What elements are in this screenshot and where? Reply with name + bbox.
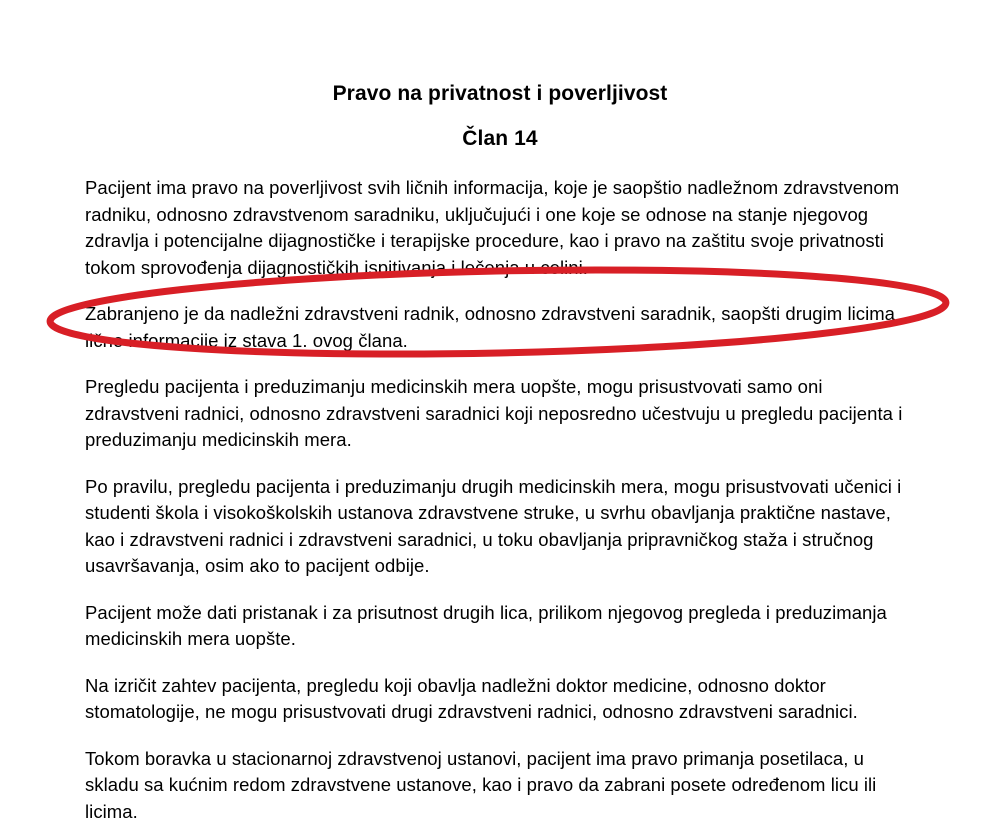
paragraph-5: Pacijent može dati pristanak i za prisutnost drugih lica, prilikom njegovog pregleda i preduzimanja medicinskih mera uopšte. xyxy=(85,600,915,653)
document-body xyxy=(85,175,915,825)
paragraph-4: Po pravilu, pregledu pacijenta i preduzimanju drugih medicinskih mera, mogu prisustvovati učenici i studenti škola i visokoškolskih ustanova zdravstvene struke, u svrhu obavljanja praktične nastave, kao i zdravstveni radnici i zdravstveni saradnici, u toku obavljanja pripravničkog staža i stručnog usavršavanja, osim ako to pacijent odbije. xyxy=(85,474,915,580)
paragraph-7: Tokom boravka u stacionarnoj zdravstvenoj ustanovi, pacijent ima pravo primanja posetilaca, u skladu sa kućnim redom zdravstvene ustanove, kao i pravo da zabrani posete određenom licu ili licima. xyxy=(85,746,915,825)
paragraph-2: Zabranjeno je da nadležni zdravstveni radnik, odnosno zdravstveni saradnik, saopšti drugim licima lične informacije iz stava 1. ovog člana. xyxy=(85,301,915,354)
paragraph-1: Pacijent ima pravo na poverljivost svih ličnih informacija, koje je saopštio nadležnom zdravstvenom radniku, odnosno zdravstvenom saradniku, uključujući i one koje se odnose na stanje njegovog zdravlja i potencijalne dijagnostičke i terapijske procedure, kao i pravo na zaštitu svoje privatnosti tokom sprovođenja dijagnostičkih ispitivanja i lečenja u celini. xyxy=(85,175,915,281)
article-heading: Član 14 xyxy=(0,106,1000,151)
paragraph-6: Na izričit zahtev pacijenta, pregledu koji obavlja nadležni doktor medicine, odnosno doktor stomatologije, ne mogu prisustvovati drugi zdravstveni radnici, odnosno zdravstveni saradnici. xyxy=(85,673,915,726)
paragraph-3: Pregledu pacijenta i preduzimanju medicinskih mera uopšte, mogu prisustvovati samo oni zdravstveni radnici, odnosno zdravstveni saradnici koji neposredno učestvuju u pregledu pacijenta i preduzimanju medicinskih mera. xyxy=(85,374,915,454)
page-title: Pravo na privatnost i poverljivost xyxy=(0,0,1000,106)
